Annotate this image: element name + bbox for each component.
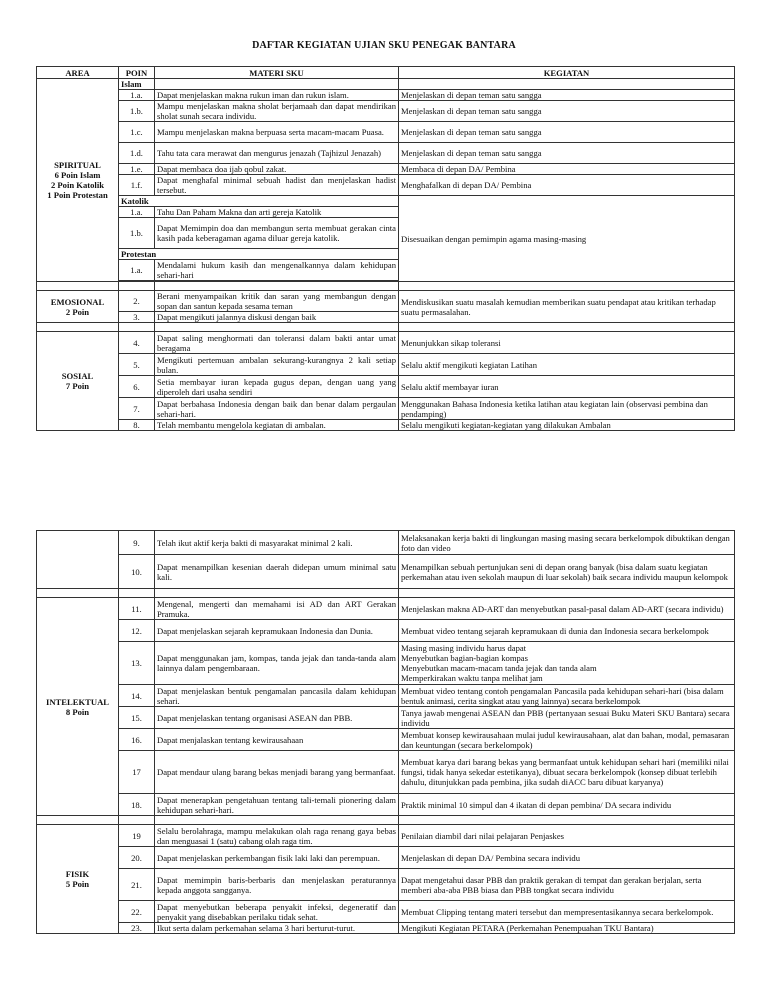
- table-row: 8. Telah membantu mengelola kegiatan di ambalan. Selalu mengikuti kegiatan-kegiatan yang dilakukan Ambalan: [37, 420, 735, 431]
- table-row: 1.a. Tahu Dan Paham Makna dan arti gereja Katolik: [37, 207, 735, 218]
- table-row: 9. Telah ikut aktif kerja bakti di masyarakat minimal 2 kali. Melaksanakan kerja bakti di lingkungan masing masing secara berkelompok dibuktikan dengan foto dan video: [37, 531, 735, 555]
- table-row: 22. Dapat menyebutkan beberapa penyakit infeksi, degeneratif dan penyakit yang disebabkan perilaku tidak sehat. Membuat Clipping tentang materi tersebut dan mempresentasikannya secara berkelompok.: [37, 901, 735, 923]
- sku-table-page-1: [36, 66, 735, 431]
- table-row: 13. Dapat menggunakan jam, kompas, tanda jejak dan tanda-tanda alam lainnya dalam pengembaraan. Masing masing individu harus dapat Menyebutkan bagian-bagian kompas Menyebutkan macam-macam tanda jejak dan tanda alam Memperkirakan waktu tanpa melihat jam: [37, 642, 735, 685]
- header-kegiatan: KEGIATAN: [399, 67, 735, 79]
- header-materi: MATERI SKU: [155, 67, 399, 79]
- area-spiritual: SPIRITUAL 6 Poin Islam 2 Poin Katolik 1 Poin Protestan: [37, 79, 119, 282]
- table-row: 16. Dapat menjalaskan tentang kewirausahaan Membuat konsep kewirausahaan mulai judul kewirausahaan, alat dan bahan, modal, pemasaran dan keuntungan (secara berkelompok): [37, 729, 735, 751]
- table-row: 1.c. Mampu menjelaskan makna berpuasa serta macam-macam Puasa. Menjelaskan di depan teman satu sangga: [37, 122, 735, 143]
- table-row: 6. Setia membayar iuran kepada gugus depan, dengan uang yang diperoleh dari usaha sendiri Selalu aktif membayar iuran: [37, 376, 735, 398]
- header-area: AREA: [37, 67, 119, 79]
- section-gap: [37, 816, 735, 825]
- table-row: 18. Dapat menerapkan pengetahuan tentang tali-temali pionering dalam kehidupan sehari-hari. Praktik minimal 10 simpul dan 4 ikatan di depan pembina/ DA secara individu: [37, 794, 735, 816]
- sku-table-page-2: [36, 530, 735, 934]
- shared-kegiatan-katolik-protestan: Disesuaikan dengan pemimpin agama masing-masing: [399, 196, 735, 282]
- table-row: INTELEKTUAL 8 Poin 11. Mengenal, mengerti dan memahami isi AD dan ART Gerakan Pramuka. Menjelaskan makna AD-ART dan menyebutkan pasal-pasal dalam AD-ART (secara individu): [37, 598, 735, 620]
- document-title: DAFTAR KEGIATAN UJIAN SKU PENEGAK BANTARA: [252, 40, 516, 51]
- section-label-protestan: Protestan: [119, 249, 399, 260]
- table-row: 12. Dapat menjelaskan sejarah kepramukaan Indonesia dan Dunia. Membuat video tentang sejarah kepramukaan di dunia dan Indonesia secara berkelompok: [37, 620, 735, 642]
- header-poin: POIN: [119, 67, 155, 79]
- table-row: 1.b. Mampu menjelaskan makna sholat berjamaah dan dapat mendirikan sholat sunah secara individu. Menjelaskan di depan teman satu sangga: [37, 101, 735, 122]
- table-row: FISIK 5 Poin 19 Selalu berolahraga, mampu melakukan olah raga renang gaya bebas dan menguasai 1 (satu) cabang olah raga tim. Penilaian diambil dari nilai pelajaran Penjaskes: [37, 825, 735, 847]
- table-row: 1.a. Dapat menjelaskan makna rukun iman dan rukun islam. Menjelaskan di depan teman satu sangga: [37, 90, 735, 101]
- table-row: 17 Dapat mendaur ulang barang bekas menjadi barang yang bermanfaat. Membuat karya dari barang bekas yang bermanfaat untuk kehidupan sehari hari (memiliki nilai fungsi, tidak hanya sekedar estetikanya), dibuat secara berkelompok (konsep dibuat terlebih dahulu, ditunjukkan pada pembina, jika sudah diACC baru dibuat karyanya): [37, 751, 735, 794]
- table-row: 15. Dapat menjelaskan tentang organisasi ASEAN dan PBB. Tanya jawab mengenai ASEAN dan PBB (pertanyaan sesuai Buku Materi SKU Bantara) secara individu: [37, 707, 735, 729]
- area-sosial-continued: [37, 531, 119, 589]
- kegiatan-list: Masing masing individu harus dapat Menyebutkan bagian-bagian kompas Menyebutkan macam-macam tanda jejak dan tanda alam Memperkirakan waktu tanpa melihat jam: [399, 642, 735, 685]
- table-row: 21. Dapat memimpin baris-berbaris dan menjelaskan peraturannya kepada anggota sangganya. Dapat mengetahui dasar PBB dan praktik gerakan di tempat dan gerakan berjalan, serta memberi aba-aba PBB biasa dan PBB tongkat secara individu: [37, 869, 735, 901]
- area-intelektual: INTELEKTUAL 8 Poin: [37, 598, 119, 816]
- table-row: 1.a. Mendalami hukum kasih dan mengenalkannya dalam kehidupan sehari-hari: [37, 260, 735, 281]
- kegiatan-emosional: Mendiskusikan suatu masalah kemudian memberikan suatu pendapat atau kritikan terhadap suatu permasalahan.: [399, 291, 735, 323]
- table-row: 14. Dapat menjelaskan bentuk pengamalan pancasila dalam kehidupan sehari. Membuat video tentang contoh pengamalan Pancasila pada kehidupan sehari-hari (bisa dalam bentuk animasi, cerita singkat atau yang lainnya) secara berkelompok: [37, 685, 735, 707]
- table-row: 3. Dapat mengikuti jalannya diskusi dengan baik: [37, 312, 735, 323]
- header-row: [37, 67, 735, 79]
- section-gap: [37, 282, 735, 291]
- section-gap: [37, 589, 735, 598]
- area-fisik: FISIK 5 Poin: [37, 825, 119, 934]
- table-row: 23. Ikut serta dalam perkemahan selama 3 hari berturut-turut. Mengikuti Kegiatan PETARA (Perkemahan Penempuahan TKU Bantara): [37, 923, 735, 934]
- table-row: EMOSIONAL 2 Poin 2. Berani menyampaikan kritik dan saran yang membangun dengan sopan dan santun kepada sesama teman Mendiskusikan suatu masalah kemudian memberikan suatu pendapat atau kritikan terhadap suatu permasalahan.: [37, 291, 735, 312]
- table-row: 20. Dapat menjelaskan perkembangan fisik laki laki dan perempuan. Menjelaskan di depan DA/ Pembina secara individu: [37, 847, 735, 869]
- table-row: 1.f. Dapat menghafal minimal sebuah hadist dan menjelaskan hadist tersebut. Menghafalkan di depan DA/ Pembina: [37, 175, 735, 196]
- area-emosional: EMOSIONAL 2 Poin: [37, 291, 119, 323]
- area-sosial: SOSIAL 7 Poin: [37, 332, 119, 431]
- table-row: 1.e. Dapat membaca doa ijab qobul zakat. Membaca di depan DA/ Pembina: [37, 164, 735, 175]
- table-row: SOSIAL 7 Poin 4. Dapat saling menghormati dan toleransi dalam bakti antar umat beragama Menunjukkan sikap toleransi: [37, 332, 735, 354]
- table-row: 10. Dapat menampilkan kesenian daerah didepan umum minimal satu kali. Menampilkan sebuah pertunjukan seni di depan orang banyak (bisa dalam suatu kegiatan perkemahan atau iven sekolah maupun di luar sekolah) baik secara individu maupun kelompok: [37, 555, 735, 589]
- section-gap: [37, 323, 735, 332]
- table-row: 1.d. Tahu tata cara merawat dan mengurus jenazah (Tajhizul Jenazah) Menjelaskan di depan teman satu sangga: [37, 143, 735, 164]
- table-row: 1.b. Dapat Memimpin doa dan membangun serta membuat gerakan cinta kasih pada keberagaman agama diluar gereja katolik.: [37, 218, 735, 249]
- section-label-islam: Islam: [119, 79, 155, 90]
- table-row: 5. Mengikuti pertemuan ambalan sekurang-kurangnya 2 kali setiap bulan. Selalu aktif mengikuti kegiatan Latihan: [37, 354, 735, 376]
- section-label-katolik: Katolik: [119, 196, 399, 207]
- table-row: 7. Dapat berbahasa Indonesia dengan baik dan benar dalam pergaulan sehari-hari. Menggunakan Bahasa Indonesia ketika latihan atau kegiatan lain (observasi pembina dan pendamping): [37, 398, 735, 420]
